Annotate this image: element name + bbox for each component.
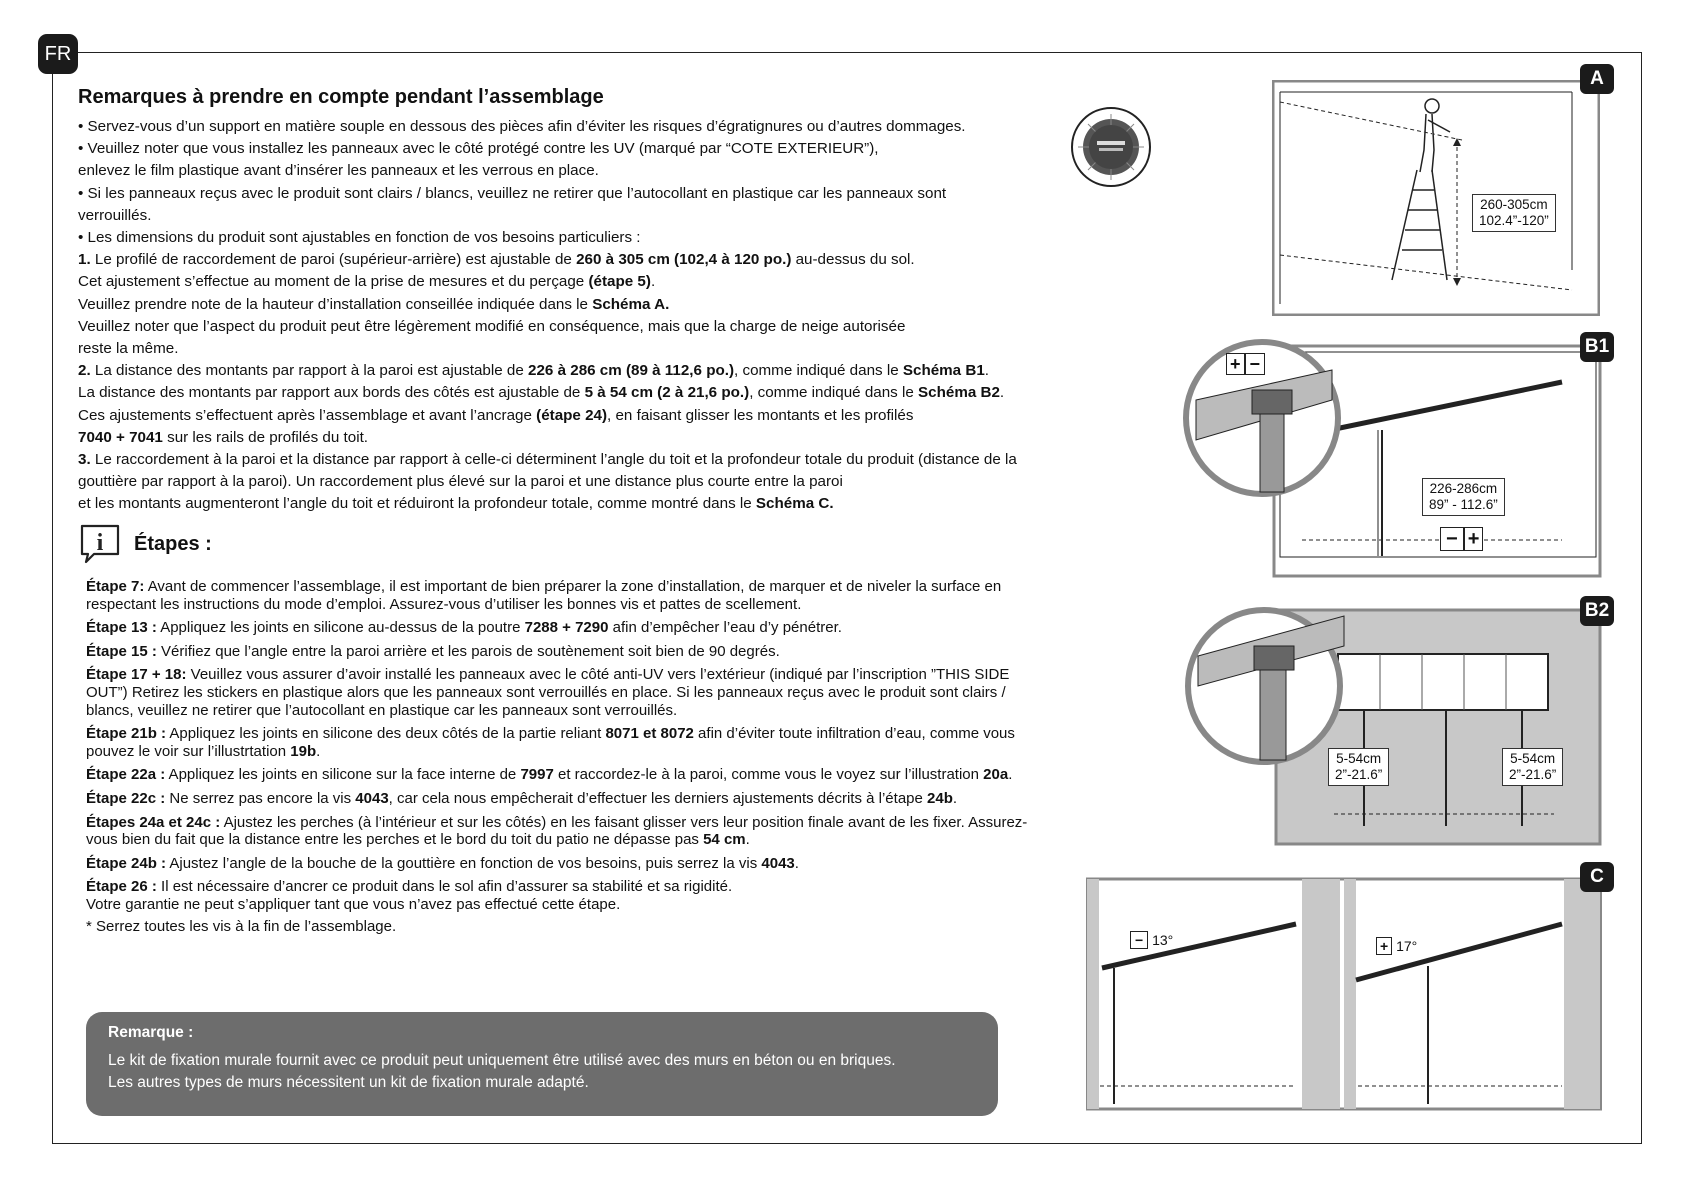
remark-title: Remarque : (108, 1024, 194, 1041)
info-icon (78, 522, 122, 566)
svg-text:i: i (96, 530, 104, 556)
diagram-b1 (1182, 330, 1610, 580)
step-22a: Étape 22a : Appliquez les joints en silicone sur la face interne de 7997 et raccordez-le à la paroi, comme vous le voyez sur l’illustration 20a. (86, 766, 1013, 784)
remark-line-2: Les autres types de murs nécessitent un kit de fixation murale adapté. (108, 1074, 589, 1091)
diagram-b1-tag: B1 (1580, 332, 1614, 362)
step-13: Étape 13 : Appliquez les joints en silicone au-dessus de la poutre 7288 + 7290 afin d’empêcher l’eau d’y pénétrer. (86, 619, 842, 637)
dimension-label-b2-left: 5-54cm 2”-21.6” (1328, 748, 1389, 786)
language-badge: FR (38, 34, 78, 74)
angle-label-13: − 13° (1130, 932, 1173, 948)
diagram-b2 (1184, 596, 1610, 846)
remark-box (86, 1012, 998, 1116)
diagram-c (1086, 866, 1604, 1112)
adjust-minus-plus-icon: − + (1440, 528, 1483, 551)
diagram-b2-tag: B2 (1580, 596, 1614, 626)
step-17-18: Étape 17 + 18: Veuillez vous assurer d’avoir installé les panneaux avec le côté anti-UV vers l’extérieur (indiqué par l’inscription ”THIS SIDE OUT”) Retirez les stickers en plastique alors que les panneaux sont verrouillés en place. Si les panneaux reçus avec le produit sont clairs / blancs, veuillez ne retirer que l’autocollant en plastique car les panneaux sont verrouillés. (86, 666, 1010, 719)
step-24b: Étape 24b : Ajustez l’angle de la bouche de la gouttière en fonction de vos besoins, puis serrez la vis 4043. (86, 854, 799, 872)
angle-label-17: + 17° (1376, 938, 1417, 954)
step-22c: Étape 22c : Ne serrez pas encore la vis 4043, car cela nous empêcherait d’effectuer les derniers ajustements décrits à l’étape 24b. (86, 789, 958, 807)
dimension-label-b1: 226-286cm 89” - 112.6” (1422, 478, 1505, 516)
assembly-notes: • Servez-vous d’un support en matière souple en dessous des pièces afin d’éviter les risques d’égratignures ou d’autres dommages. • Veuillez noter que vous installez les panneaux avec le côté protégé contre les UV (marqué par “COTE EXTERIEUR”), enlevez le film plastique avant d’insérer les panneaux et les verrous en place. • Si les panneaux reçus avec le produit sont clairs / blancs, veuillez ne retirer que l’autocollant en plastique car les panneaux sont verrouillés. • Les dimensions du produit sont ajustables en fonction de vos besoins particuliers : 1. Le profilé de raccordement de paroi (supérieur-arrière) est ajustable de 260 à 305 cm (102,4 à 120 po.) au-dessus du sol. Cet ajustement s’effectue au moment de la prise de mesures et du perçage (étape 5). Veuillez prendre note de la hauteur d’installation conseillée indiquée dans le Schéma A. Veuillez noter que l’aspect du produit peut être légèrement modifié en conséquence, mais que la charge de neige autorisée reste la même. 2. La distance des montants par rapport à la paroi est ajustable de 226 à 286 cm (89 à 112,6 po.), comme indiqué dans le Schéma B1. La distance des montants par rapport aux bords des côtés est ajustable de 5 à 54 cm (2 à 21,6 po.), comme indiqué dans le Schéma B2. Ces ajustements s’effectuent après l’assemblage et avant l’ancrage (étape 24), en faisant glisser les montants et les profilés 7040 + 7041 sur les rails de profilés du toit. 3. Le raccordement à la paroi et la distance par rapport à celle-ci déterminent l’angle du toit et la profondeur totale du produit (distance de la gouttière par rapport à la paroi). Un raccordement plus élevé sur la paroi et une distance plus courte entre la paroi et les montants augmenteront l’angle du toit et réduiront la profondeur totale, comme montré dans le Schéma C. (78, 116, 1118, 516)
step-15: Étape 15 : Vérifiez que l’angle entre la paroi arrière et les parois de soutènement soit bien de 90 degrés. (86, 642, 780, 660)
note-clear-panels: • Si les panneaux reçus avec le produit sont clairs / blancs, veuillez ne retirer que l’autocollant en plastique car les panneaux sont (78, 184, 947, 202)
page-title: Remarques à prendre en compte pendant l’assemblage (78, 86, 604, 108)
diagram-c-tag: C (1580, 862, 1614, 892)
note-uv-side: • Veuillez noter que vous installez les panneaux avec le côté protégé contre les UV (marqué par “COTE EXTERIEUR”), (78, 140, 879, 158)
steps-list (86, 578, 1046, 941)
note-soft-support: • Servez-vous d’un support en matière souple en dessous des pièces afin d’éviter les risques d’égratignures ou d’autres dommages. (78, 118, 966, 135)
point-1: 1. Le profilé de raccordement de paroi (supérieur-arrière) est ajustable de 260 à 305 cm (102,4 à 120 po.) au-dessus du sol. (78, 251, 915, 269)
steps-title: Étapes : (134, 532, 212, 555)
plus-minus-icon: + − (1226, 354, 1265, 375)
point-3: 3. Le raccordement à la paroi et la distance par rapport à celle-ci déterminent l’angle du toit et la profondeur totale du produit (distance de la (78, 451, 1017, 469)
dimension-label-a: 260-305cm 102.4”-120” (1472, 194, 1556, 232)
step-26: Étape 26 : Il est nécessaire d’ancrer ce produit dans le sol afin d’assurer sa stabilité et sa rigidité. Votre garantie ne peut s’appliquer tant que vous n’avez pas effectué cette étape. (86, 878, 733, 913)
diagram-a (1272, 68, 1604, 316)
remark-line-1: Le kit de fixation murale fournit avec ce produit peut uniquement être utilisé avec des murs en béton ou en briques. (108, 1052, 896, 1069)
diagram-a-tag: A (1580, 64, 1614, 94)
step-24a-24c: Étapes 24a et 24c : Ajustez les perches (à l’intérieur et sur les côtés) en les faisant glisser vers leur position finale avant de les fixer. Assurez-vous bien du fait que la distance entre les perches et le bord du toit du patio ne dépasse pas 54 cm. (86, 813, 1028, 849)
steps-header (78, 522, 212, 566)
dimension-label-b2-right: 5-54cm 2”-21.6” (1502, 748, 1563, 786)
final-note: * Serrez toutes les vis à la fin de l’assemblage. (86, 917, 397, 935)
point-2: 2. La distance des montants par rapport à la paroi est ajustable de 226 à 286 cm (89 à 112,6 po.), comme indiqué dans le Schéma B1. (78, 362, 989, 380)
note-adjustable: • Les dimensions du produit sont ajustables en fonction de vos besoins particuliers : (78, 229, 641, 247)
step-21b: Étape 21b : Appliquez les joints en silicone des deux côtés de la partie reliant 8071 et 8072 afin d’éviter toute infiltration d’eau, comme vous pouvez le voir sur l’illustrtation 19b. (86, 725, 1015, 760)
step-7: Étape 7: Avant de commencer l’assemblage, il est important de bien préparer la zone d’installation, de marquer et de niveler la surface en respectant les instructions du mode d’emploi. Assurez-vous d’utiliser les bonnes vis et pattes de scellement. (86, 578, 1002, 613)
